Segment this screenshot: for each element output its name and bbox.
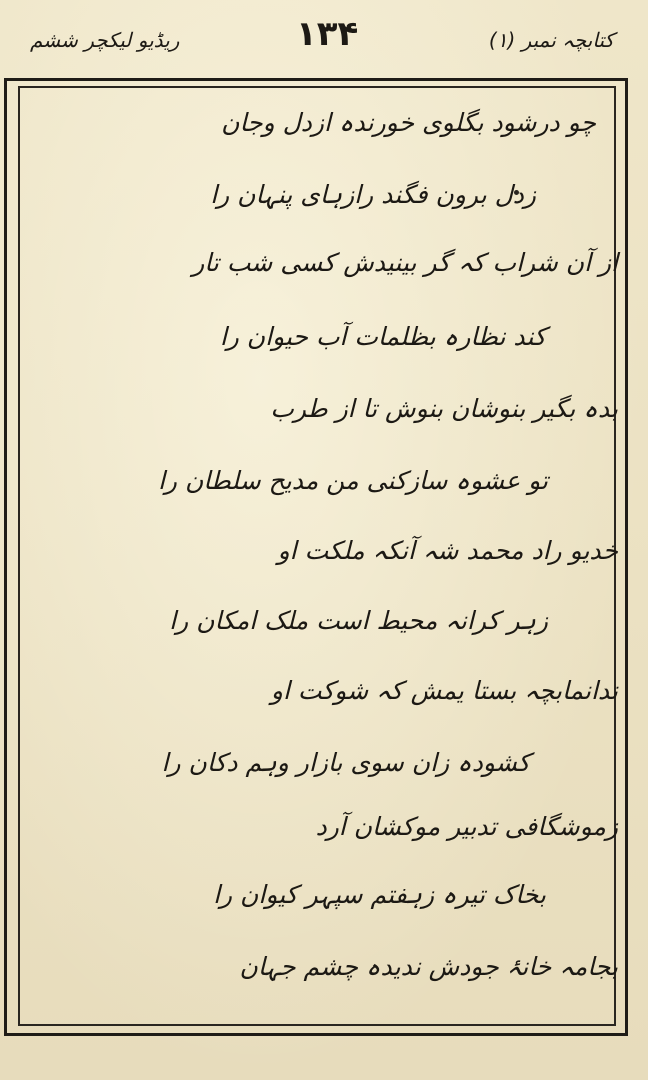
verse-line: بجامہ خانۂ جودش ندیدہ چشم جہان [239,952,618,981]
verse-line: خدیو راد محمد شہ آنکہ ملکت او [277,536,618,565]
page-header [0,0,648,78]
header-lecture-title: ریڈیو لیکچر ششم [30,28,180,52]
page-number: ۱۳۴ [296,14,359,54]
verse-line: بدہ بگیر بنوشان بنوش تا از طرب [270,394,618,423]
header-booklet-number: کتابچہ نمبر (۱) [488,28,614,52]
verse-line: کشودہ زان سوی بازار وہم دکان را [161,748,530,777]
verse-line: زدل برون فگند رازہای پنہان را [210,180,536,209]
verse-line: بخاک تیرہ زہفتم سپہر کیوان را [213,880,546,909]
verse-line: ندانمابچہ بستا یمش کہ شوکت او [270,676,618,705]
verse-line: تو عشوہ سازکنی من مدیح سلطان را [157,466,548,495]
verse-line: چو درشود بگلوی خورندہ ازدل وجان [221,108,596,137]
verse-line: کند نظارہ بظلمات آب حیوان را [219,322,546,351]
verse-line: از آن شراب کہ گر بینیدش کسی شب تار [192,248,618,277]
verse-line: زموشگافی تدبیر موکشان آرد [315,812,618,841]
verse-line: زہر کرانہ محیط است ملک امکان را [169,606,548,635]
